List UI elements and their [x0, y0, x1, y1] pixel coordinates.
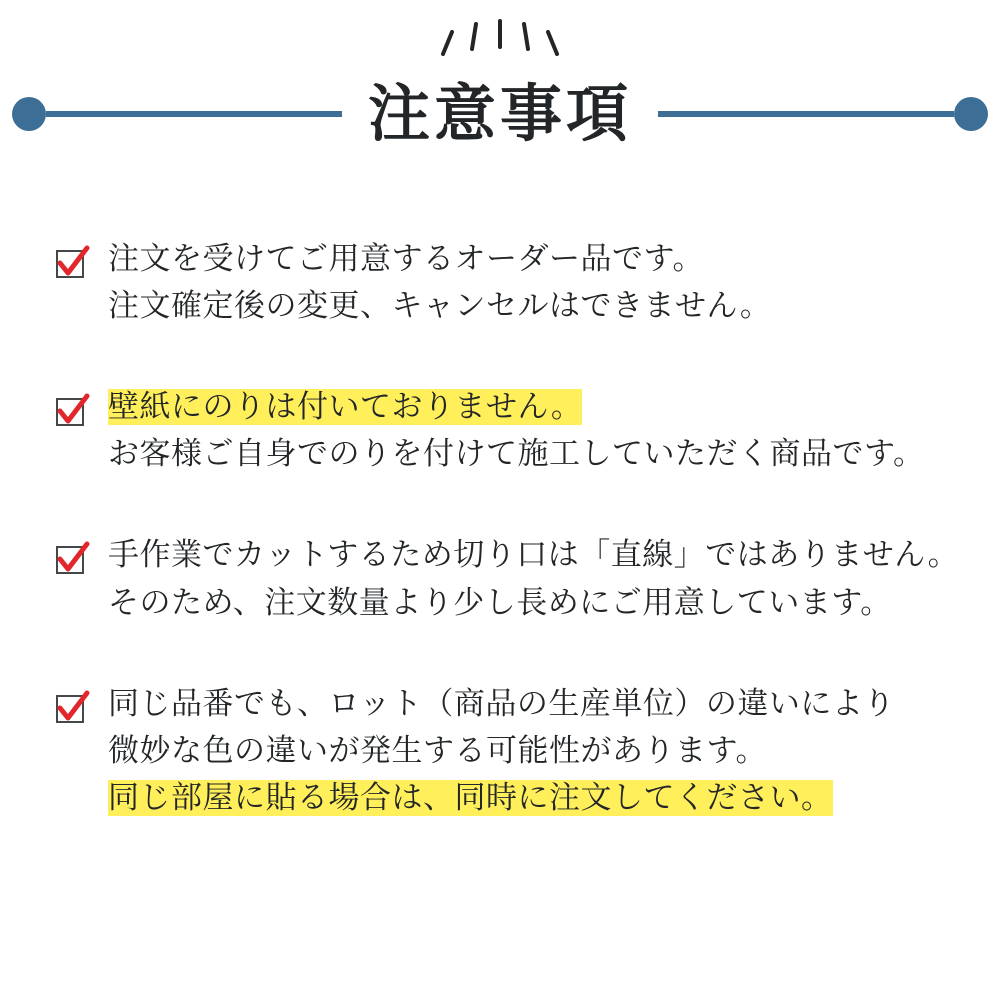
note-line: 微妙な色の違いが発生する可能性があります。 — [108, 732, 768, 769]
checkbox-checked-icon — [54, 691, 90, 727]
page-title: 注意事項 — [368, 77, 633, 150]
bullet-dot-right — [954, 97, 988, 131]
list-item — [48, 384, 960, 478]
checkbox-checked-icon — [54, 246, 90, 282]
list-item — [48, 532, 960, 626]
divider-right — [658, 111, 954, 117]
note-line — [108, 775, 960, 822]
checkbox-checked-icon — [54, 394, 90, 430]
note-text-block — [108, 681, 960, 822]
page-header — [0, 0, 1000, 200]
highlighted-text: 同じ部屋に貼る場合は、同時に注文してください。 — [108, 779, 833, 816]
bullet-dot-left — [12, 97, 46, 131]
note-line: 手作業でカットするため切り口は「直線」ではありません。 — [108, 537, 960, 574]
list-item — [48, 681, 960, 822]
checkbox-checked-icon — [54, 542, 90, 578]
highlighted-text: 壁紙にのりは付いておりません。 — [108, 389, 583, 426]
note-line: 注文を受けてご用意するオーダー品です。 — [108, 241, 705, 277]
note-line: お客様ご自身でのりを付けて施工していただく商品です。 — [108, 436, 925, 473]
note-text-block — [108, 532, 960, 626]
title-row — [0, 74, 1000, 154]
list-item — [48, 236, 960, 330]
note-line: 同じ品番でも、ロット（商品の生産単位）の違いにより — [108, 685, 895, 722]
sparkle-lines-icon — [0, 10, 1000, 70]
divider-left — [46, 111, 342, 117]
note-line: そのため、注文数量より少し長めにご用意しています。 — [108, 584, 892, 621]
note-line — [108, 384, 960, 431]
note-text-block — [108, 236, 960, 330]
notice-list — [0, 236, 1000, 822]
note-text-block — [108, 384, 960, 478]
note-line: 注文確定後の変更、キャンセルはできません。 — [108, 288, 772, 325]
